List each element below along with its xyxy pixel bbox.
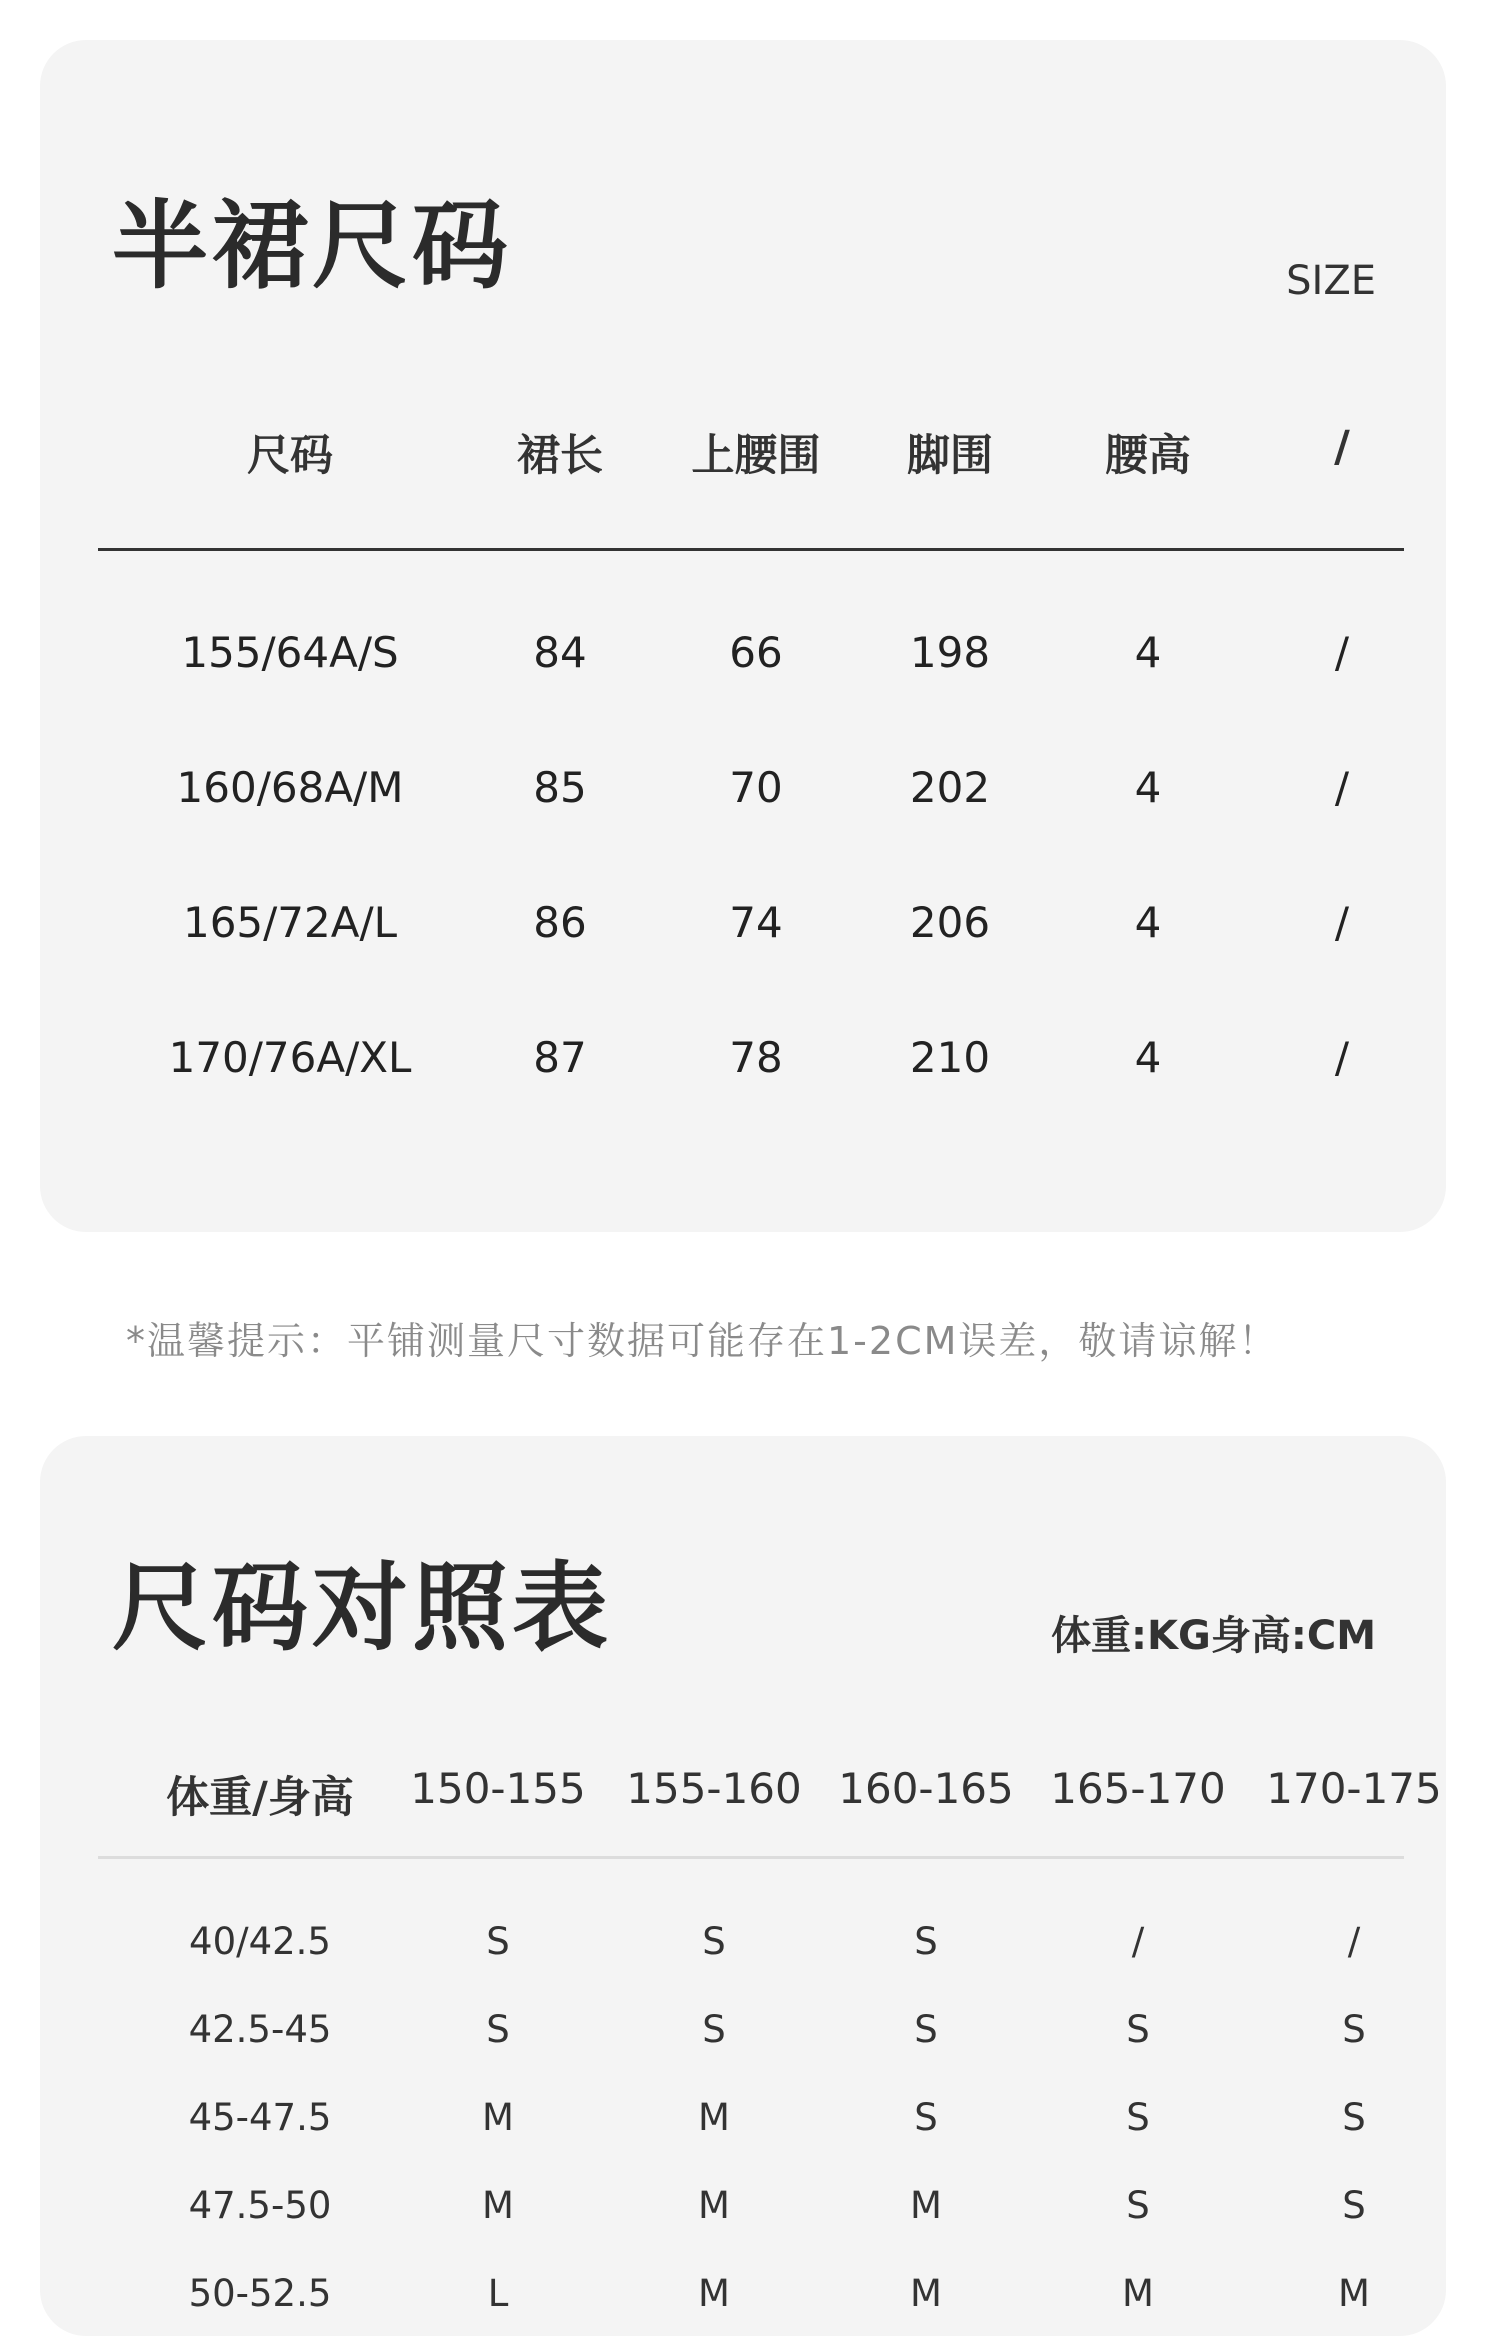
size-chart-cell: / [1334,1033,1350,1082]
reference-chart-card [40,1436,1446,2336]
size-chart-divider [98,548,1404,551]
reference-chart-header-cell: 体重/身高 [166,1773,354,1823]
size-chart-cell: / [1334,763,1350,812]
size-chart-cell: 160/68A/M [176,763,404,812]
reference-chart-cell: S [914,2008,938,2051]
reference-chart-cell: M [482,2184,514,2227]
size-chart-cell: 210 [909,1033,991,1082]
size-chart-header-cell: 腰高 [1105,431,1191,481]
reference-chart-cell: / [1347,1920,1361,1963]
reference-chart-cell: S [1342,2008,1366,2051]
reference-chart-cell: 50-52.5 [188,2272,332,2315]
size-chart-cell: 170/76A/XL [168,1033,412,1082]
size-chart-header-cell: 脚围 [907,431,993,481]
reference-chart-cell: M [698,2096,730,2139]
size-chart-header-cell: / [1334,422,1350,472]
reference-chart-header-cell: 160-165 [838,1764,1014,1813]
reference-chart-cell: M [698,2184,730,2227]
reference-chart-cell: 40/42.5 [189,1920,331,1963]
size-chart-header-cell: 上腰围 [691,431,821,481]
size-chart-cell: 78 [729,1033,783,1082]
reference-chart-cell: 45-47.5 [188,2096,332,2139]
size-chart-cell: 4 [1134,1033,1162,1082]
reference-chart-header-cell: 170-175 [1266,1764,1442,1813]
reference-chart-cell: 47.5-50 [188,2184,332,2227]
reference-chart-cell: S [1342,2184,1366,2227]
reference-chart-cell: S [914,1920,938,1963]
reference-chart-cell: S [702,2008,726,2051]
size-chart-cell: 198 [909,628,991,677]
size-chart-cell: 84 [533,628,587,677]
reference-chart-cell: M [910,2184,942,2227]
size-chart-cell: 66 [729,628,783,677]
reference-chart-cell: S [1126,2184,1150,2227]
reference-chart-header-cell: 165-170 [1050,1764,1226,1813]
reference-chart-cell: M [698,2272,730,2315]
size-chart-cell: 165/72A/L [182,898,398,947]
reference-chart-cell: M [482,2096,514,2139]
reference-chart-cell: / [1131,1920,1145,1963]
size-chart-cell: 4 [1134,763,1162,812]
measurement-tip: *温馨提示：平铺测量尺寸数据可能存在1-2CM误差，敬请谅解！ [126,1319,1279,1363]
size-chart-cell: 85 [533,763,587,812]
reference-chart-cell: M [910,2272,942,2315]
size-chart-cell: 4 [1134,898,1162,947]
size-chart-cell: / [1334,898,1350,947]
reference-chart-header-cell: 155-160 [626,1764,802,1813]
size-chart-header-cell: 尺码 [247,431,333,481]
reference-chart-cell: M [1338,2272,1370,2315]
reference-chart-unit-label: 体重:KG身高:CM [1051,1613,1376,1659]
reference-chart-cell: S [914,2096,938,2139]
reference-chart-header-cell: 150-155 [410,1764,586,1813]
size-chart-cell: 86 [533,898,587,947]
reference-chart-cell: S [1126,2096,1150,2139]
size-chart-header-cell: 裙长 [517,431,603,481]
reference-chart-title: 尺码对照表 [112,1552,612,1664]
reference-chart-cell: S [1126,2008,1150,2051]
reference-chart-cell: S [486,1920,510,1963]
size-chart-table [98,40,1404,1232]
size-chart-card [40,40,1446,1232]
reference-chart-cell: S [702,1920,726,1963]
reference-chart-table [98,1436,1442,2336]
reference-chart-cell: S [1342,2096,1366,2139]
reference-chart-cell: M [1122,2272,1154,2315]
reference-chart-cell: 42.5-45 [188,2008,332,2051]
reference-chart-cell: L [487,2272,509,2315]
size-chart-cell: / [1334,628,1350,677]
size-chart-title: 半裙尺码 [112,190,512,302]
size-chart-cell: 87 [533,1033,587,1082]
size-chart-cell: 155/64A/S [181,628,399,677]
size-chart-cell: 4 [1134,628,1162,677]
size-chart-unit-label: SIZE [1286,258,1376,304]
size-chart-cell: 70 [729,763,783,812]
reference-chart-cell: S [486,2008,510,2051]
size-chart-cell: 206 [909,898,991,947]
size-chart-cell: 202 [909,763,991,812]
reference-chart-divider [98,1856,1404,1859]
size-chart-cell: 74 [729,898,783,947]
